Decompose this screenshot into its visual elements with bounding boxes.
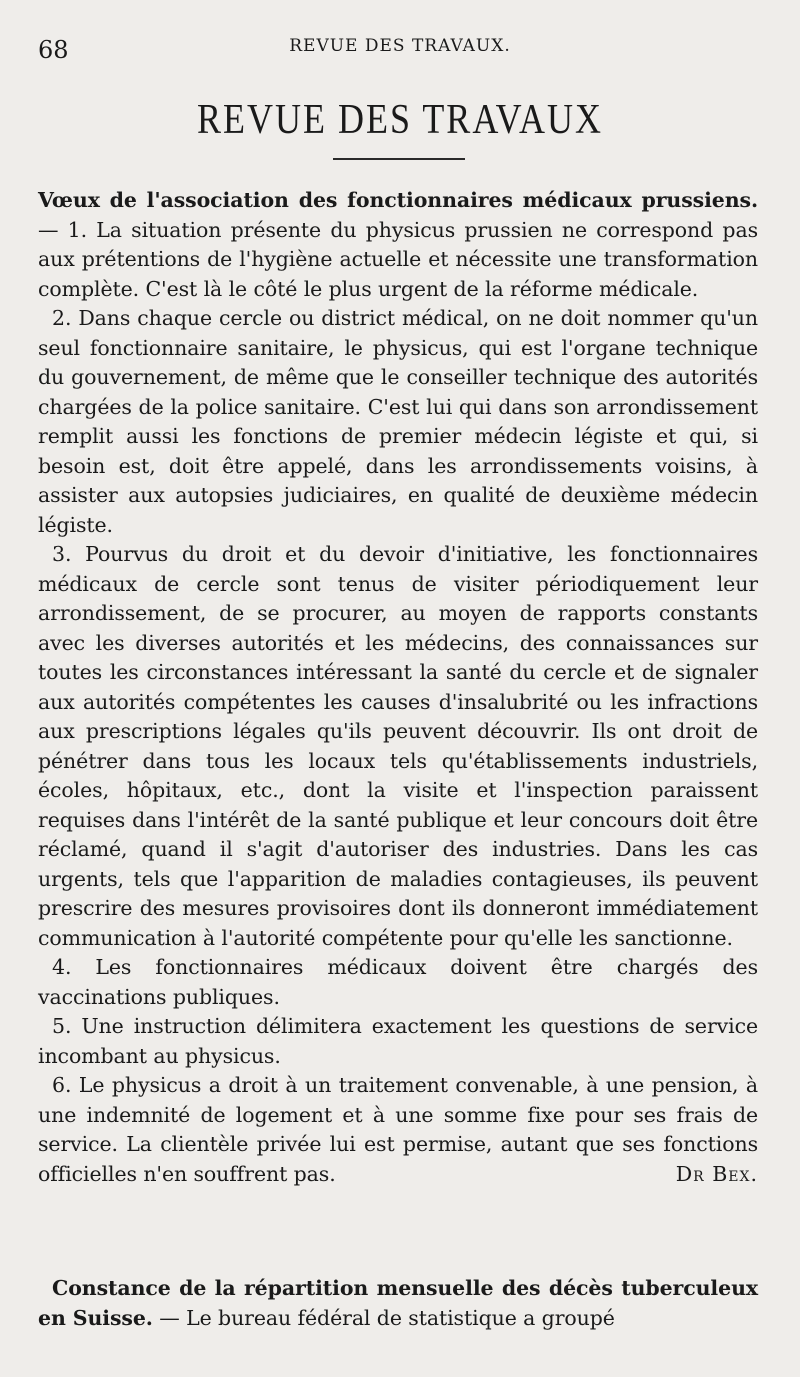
article-paragraph-3: 3. Pourvus du droit et du devoir d'initiative, les fonctionnaires médicaux de cercle sont tenus de visiter périodiquement leur arrondissement, de se procurer, au moyen de rapports constants avec les diverses autorités et les médecins, des connaissances sur toutes les circonstances intéressant la santé du cercle et de signaler aux autorités compétentes les causes d'insalubrité ou les infractions aux prescriptions légales qu'ils peuvent découvrir. Ils ont droit de pénétrer dans tous les locaux tels qu'établissements industriels, écoles, hôpitaux, etc., dont la visite et l'inspection paraissent requises dans l'intérêt de la santé publique et leur concours doit être réclamé, quand il s'agit d'autoriser des industries. Dans les cas urgents, tels que l'apparition de maladies contagieuses, ils peuvent prescrire des mesures provisoires dont ils donneront immédiatement communication à l'autorité compétente pour qu'elle les sanctionne.: [38, 542, 758, 950]
article-paragraph-5: 5. Une instruction délimitera exactement les questions de service incombant au physicus.: [38, 1014, 758, 1068]
article-paragraph-6: [38, 1071, 758, 1189]
article-paragraph-4: 4. Les fonctionnaires médicaux doivent être chargés des vaccinations publiques.: [38, 955, 758, 1009]
article-title: Constance de la répartition mensuelle des décès tuberculeux en Suisse.: [38, 1276, 758, 1330]
article-paragraph-2: 2. Dans chaque cercle ou district médical, on ne doit nommer qu'un seul fonctionnaire sanitaire, le physicus, qui est l'organe technique du gouvernement, de même que le conseiller technique des autorités chargées de la police sanitaire. C'est lui qui dans son arrondissement remplit aussi les fonctions de premier médecin légiste et qui, si besoin est, doit être appelé, dans les arrondissements voisins, à assister aux autopsies judiciaires, en qualité de deuxième médecin légiste.: [38, 306, 758, 537]
article-title: Vœux de l'association des fonctionnaires médicaux prussiens.: [38, 188, 758, 212]
paragraph-text: 6. Le physicus a droit à un traitement convenable, à une pension, à une indemnité de logement et à une somme fixe pour ses frais de service. La clientèle privée lui est permise, autant que ses fonctions officielles n'en souffrent pas.: [38, 1073, 758, 1186]
title-rule: [333, 158, 465, 160]
article-association-wishes: [38, 186, 758, 1189]
running-title: REVUE DES TRAVAUX.: [289, 36, 511, 56]
article-tuberculosis-deaths: [38, 1274, 758, 1333]
paragraph-text: — 1. La situation présente du physicus prussien ne correspond pas aux prétentions de l'hygiène actuelle et nécessite une transformation complète. C'est là le côté le plus urgent de la réforme médicale.: [38, 217, 758, 301]
page-number: 68: [38, 36, 69, 64]
section-title: REVUE DES TRAVAUX: [196, 95, 604, 143]
article-paragraph-1: [38, 186, 758, 304]
author-signature: Dr Bex.: [675, 1161, 758, 1186]
paragraph-text: — Le bureau fédéral de statistique a groupé: [159, 1305, 615, 1330]
article-paragraph: [38, 1274, 758, 1333]
running-header: [38, 30, 762, 64]
